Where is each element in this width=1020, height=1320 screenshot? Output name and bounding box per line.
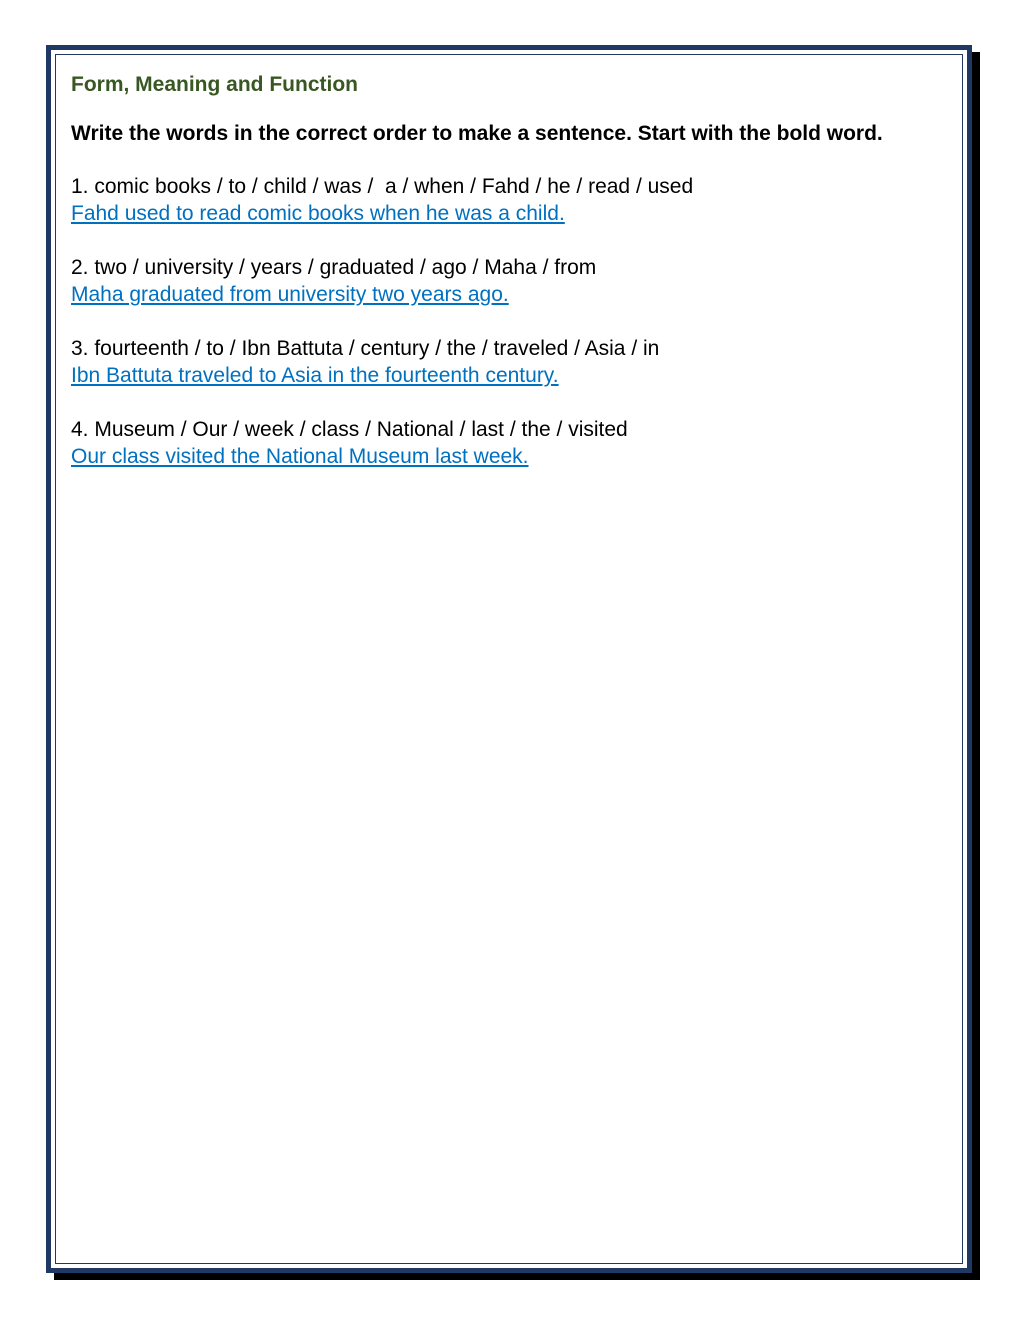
worksheet-content: [71, 72, 931, 497]
exercise-answer-link[interactable]: Ibn Battuta traveled to Asia in the fourteenth century.: [71, 364, 559, 387]
exercise-1: [71, 173, 931, 227]
instructions: Write the words in the correct order to make a sentence. Start with the bold word.: [71, 122, 883, 145]
exercise-prompt: 4. Museum / Our / week / class / National / last / the / visited: [71, 418, 628, 441]
exercise-answer-link[interactable]: Maha graduated from university two years ago.: [71, 283, 509, 306]
section-title: Form, Meaning and Function: [71, 73, 358, 96]
exercise-3: [71, 335, 931, 389]
exercise-answer-link[interactable]: Our class visited the National Museum last week.: [71, 445, 529, 468]
exercise-prompt: 1. comic books / to / child / was / a / when / Fahd / he / read / used: [71, 175, 694, 198]
exercise-2: [71, 254, 931, 308]
exercise-4: [71, 416, 931, 470]
exercise-prompt: 2. two / university / years / graduated / ago / Maha / from: [71, 256, 597, 279]
exercise-answer-link[interactable]: Fahd used to read comic books when he was a child.: [71, 202, 565, 225]
exercise-prompt: 3. fourteenth / to / Ibn Battuta / century / the / traveled / Asia / in: [71, 337, 660, 360]
